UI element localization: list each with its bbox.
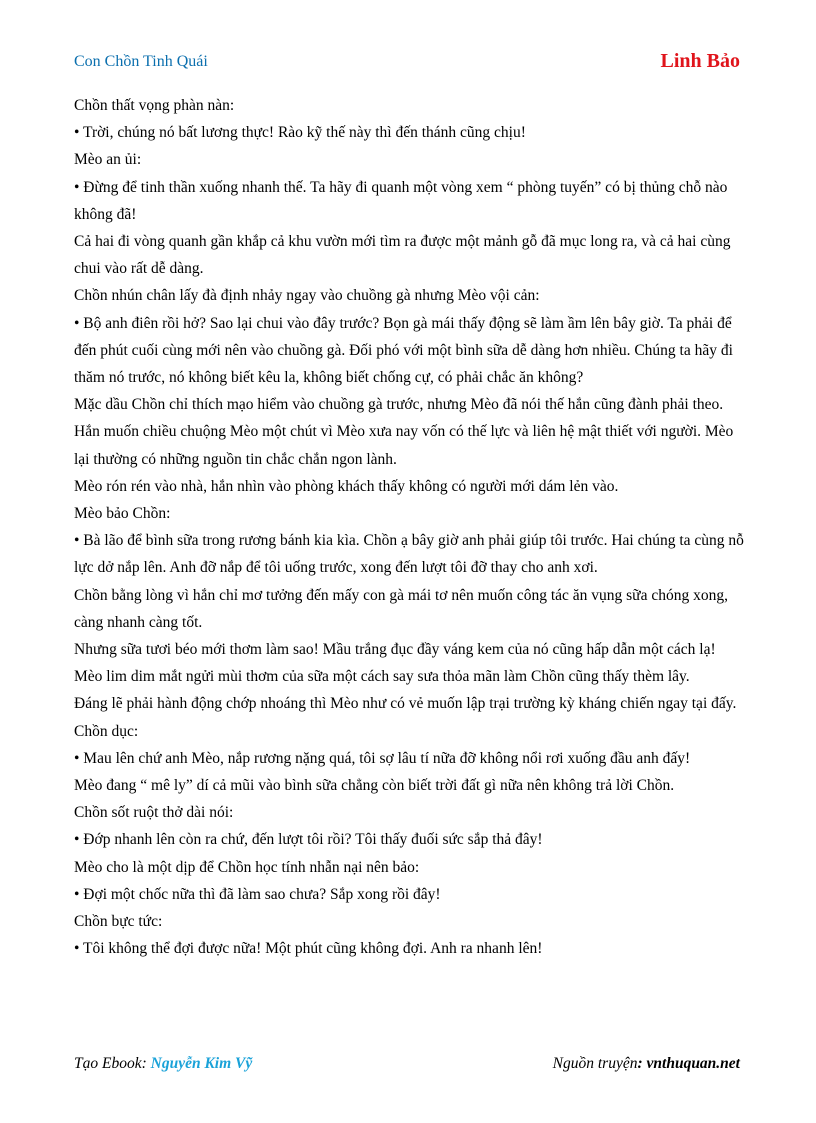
paragraph: Mèo an ủi: [74,151,142,169]
paragraph: Mèo rón rén vào nhà, hắn nhìn vào phòng khách thấy không có người mới dám lẻn vào. [74,477,619,495]
source-credit: Nguồn truyện: vnthuquan.net [552,1055,740,1072]
paragraph: Nhưng sữa tươi béo mới thơm làm sao! Mầu trắng đục đầy váng kem của nó cũng hấp dẫn một cách lạ! Mèo lim dim mắt ngửi mùi thơm của sữa một cách say sưa thỏa mãn làm Chồn cũng thấy thèm lây. [74,641,716,686]
paragraph: • Bà lão để bình sữa trong rương bánh kia kìa. Chồn ạ bây giờ anh phải giúp tôi trước. Hai chúng ta cùng nỗ lực dở nắp lên. Anh đỡ nắp để tôi uống trước, xong đến lượt tôi đỡ thay cho anh xơi. [74,532,744,577]
paragraph: Cả hai đi vòng quanh gần khắp cả khu vườn mới tìm ra được một mảnh gỗ đã mục long ra, và cả hai cùng chui vào rất dễ dàng. [74,233,731,278]
ebook-label: Tạo Ebook [74,1055,142,1072]
paragraph: • Đợi một chốc nữa thì đã làm sao chưa? Sắp xong rồi đây! [74,885,441,903]
paragraph: Chồn dục: [74,722,139,740]
paragraph: Mặc dầu Chồn chỉ thích mạo hiểm vào chuồng gà trước, nhưng Mèo đã nói thế hắn cũng đành phải theo. Hắn muốn chiều chuộng Mèo một chút vì Mèo xưa nay vốn có thế lực và liên hệ mật thiết với người. Mèo lại thường có những nguồn tin chắc chắn ngon lành. [74,396,734,468]
paragraph: Chồn bực tức: [74,913,163,931]
paragraph: Mèo cho là một dịp để Chồn học tính nhẫn nại nên bảo: [74,858,420,876]
ebook-creator: Nguyễn Kim Vỹ [150,1055,253,1072]
paragraph: • Mau lên chứ anh Mèo, nắp rương nặng quá, tôi sợ lâu tí nữa đỡ không nổi rơi xuống đầu anh đấy! [74,749,691,767]
paragraph: Chồn thất vọng phàn nàn: [74,97,235,114]
paragraph: • Đớp nhanh lên còn ra chứ, đến lượt tôi rồi? Tôi thấy đuối sức sắp thả đây! [74,831,543,849]
paragraph: Đáng lẽ phải hành động chớp nhoáng thì Mèo như có vẻ muốn lập trại trường kỳ kháng chiến ngay tại đấy. [74,695,737,713]
paragraph: Mèo đang “ mê ly” dí cả mũi vào bình sữa chẳng còn biết trời đất gì nữa nên không trả lời Chồn. [74,777,675,795]
story-text [74,92,744,963]
author-name: Linh Bảo [660,50,740,72]
paragraph: Chồn bằng lòng vì hắn chỉ mơ tưởng đến mấy con gà mái tơ nên muốn công tác ăn vụng sữa chóng xong, càng nhanh càng tốt. [74,586,728,631]
paragraph: • Bộ anh điên rồi hở? Sao lại chui vào đây trước? Bọn gà mái thấy động sẽ làm ầm lên bây giờ. Ta phải để đến phút cuối cùng mới nên vào chuồng gà. Đối phó với một bình sữa dễ dàng hơn nhiều. Chúng ta hãy đi thăm nó trước, nó không biết kêu la, không biết chống cự, có phải chắc ăn không? [74,314,733,387]
paragraph: • Trời, chúng nó bất lương thực! Rào kỹ thế này thì đến thánh cũng chịu! [74,124,526,142]
book-title: Con Chồn Tinh Quái [74,53,208,70]
source-site: vnthuquan.net [646,1055,740,1072]
source-label: Nguồn truyện [552,1055,638,1072]
paragraph: Chồn sốt ruột thở dài nói: [74,804,234,822]
paragraph: Mèo bảo Chồn: [74,505,171,523]
page-footer [74,1055,740,1077]
ebook-credit: Tạo Ebook: Nguyễn Kim Vỹ [74,1055,253,1072]
paragraph: • Tôi không thể đợi được nữa! Một phút cũng không đợi. Anh ra nhanh lên! [74,940,543,958]
paragraph: • Đừng để tinh thần xuống nhanh thế. Ta hãy đi quanh một vòng xem “ phòng tuyến” có bị thủng chỗ nào không đã! [74,178,728,223]
paragraph: Chồn nhún chân lấy đà định nhảy ngay vào chuồng gà nhưng Mèo vội cản: [74,287,540,305]
page-header [74,50,740,76]
